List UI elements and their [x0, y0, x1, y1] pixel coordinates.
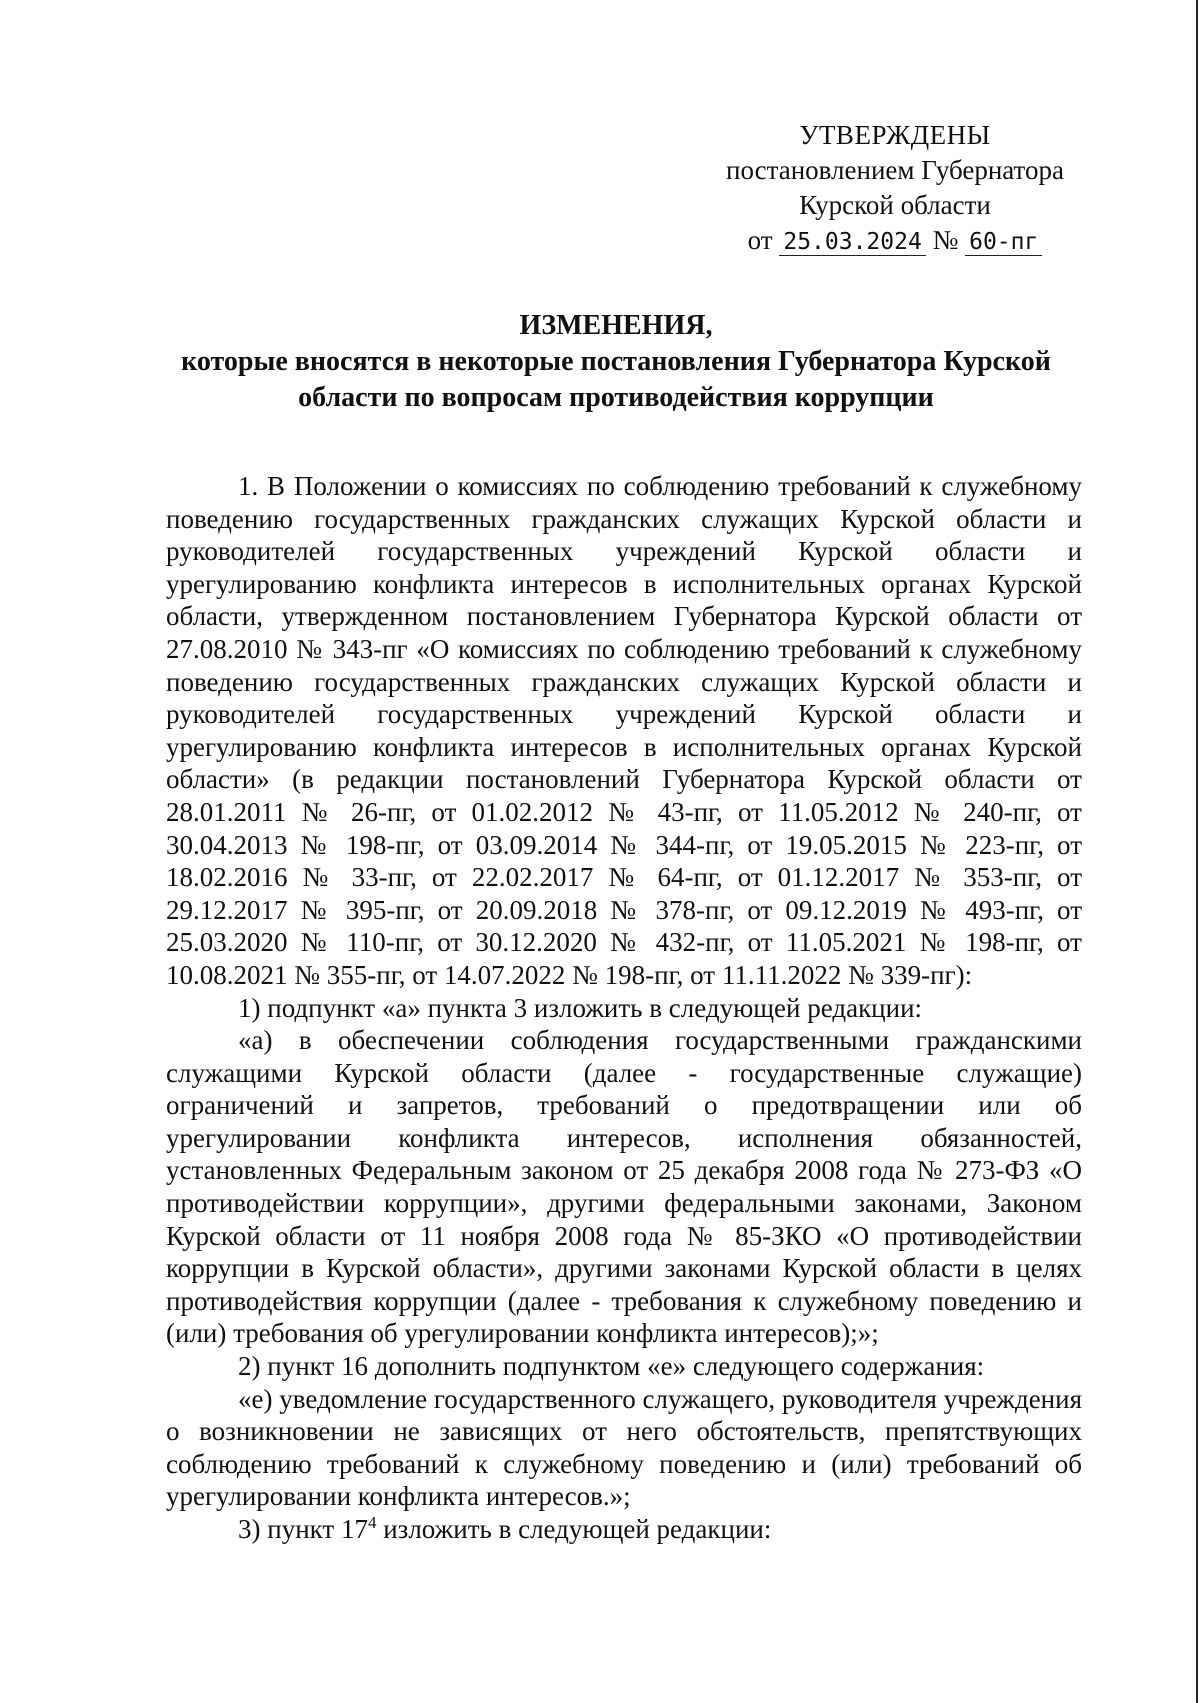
document-title [150, 308, 1082, 416]
document-body [166, 470, 1082, 1546]
paragraph-3: «а) в обеспечении соблюдения государственными гражданскими служащими Курской области (далее - государственные служащие) ограничений и запретов, требований о предотвращении или об урегулировании конфликта интересов, исполнения обязанностей, установленных Федеральным законом от 25 декабря 2008 года № 273-ФЗ «О противодействии коррупции», другими федеральными законами, Законом Курской области от 11 ноября 2008 года № 85-ЗКО «О противодействии коррупции в Курской области», другими законами Курской области в целях противодействия коррупции (далее - требования к служебному поведению и (или) требования об урегулировании конфликта интересов);»; [166, 1025, 1082, 1349]
approval-line-decree: постановлением Губернатора [726, 155, 1064, 185]
title-line-1: которые вносятся в некоторые постановления Губернатора Курской [181, 346, 1051, 377]
title-line-2: области по вопросам противодействия коррупции [298, 382, 934, 413]
decree-date: 25.03.2024 [779, 229, 925, 256]
paragraph-5: «е) уведомление государственного служащего, руководителя учреждения о возникновении не зависящих от него обстоятельств, препятствующих соблюдению требований к служебному поведению и (или) требований об урегулировании конфликта интересов.»; [166, 1383, 1082, 1512]
approval-heading: УТВЕРЖДЕНЫ [799, 120, 991, 150]
scan-edge-line [1196, 0, 1198, 1703]
item-3-prefix: 3) пункт 17 [238, 1514, 368, 1544]
date-prefix: от [747, 225, 773, 255]
item-3-suffix: изложить в следующей редакции: [376, 1514, 772, 1544]
paragraph-1: 1. В Положении о комиссиях по соблюдению требований к служебному поведению государственных гражданских служащих Курской области и руководителей государственных учреждений Курской области и урегулированию конфликта интересов в исполнительных органах Курской области, утвержденном постановлением Губернатора Курской области от 27.08.2010 № 343-пг «О комиссиях по соблюдению требований к служебному поведению государственных гражданских служащих Курской области и руководителей государственных учреждений Курской области и урегулированию конфликта интересов в исполнительных органах Курской области» (в редакции постановлений Губернатора Курской области от 28.01.2011 № 26-пг, от 01.02.2012 № 43-пг, от 11.05.2012 № 240-пг, от 30.04.2013 № 198-пг, от 03.09.2014 № 344-пг, от 19.05.2015 № 223-пг, от 18.02.2016 № 33-пг, от 22.02.2017 № 64-пг, от 01.12.2017 № 353-пг, от 29.12.2017 № 395-пг, от 20.09.2018 № 378-пг, от 09.12.2019 № 493-пг, от 25.03.2020 № 110-пг, от 30.12.2020 № 432-пг, от 11.05.2021 № 198-пг, от 10.08.2021 № 355-пг, от 14.07.2022 № 198-пг, от 11.11.2022 № 339-пг): [166, 471, 1082, 990]
item-3-superscript: 4 [367, 1513, 377, 1532]
paragraph-6 [166, 1513, 1082, 1546]
number-sign: № [932, 225, 959, 255]
paragraph-4: 2) пункт 16 дополнить подпунктом «е» следующего содержания: [238, 1351, 985, 1382]
decree-number: 60-пг [965, 229, 1042, 256]
paragraph-2: 1) подпункт «а» пункта 3 изложить в следующей редакции: [238, 992, 923, 1023]
title-heading: ИЗМЕНЕНИЯ, [519, 310, 713, 341]
approval-date-line [700, 223, 1090, 258]
approval-line-region: Курской области [799, 190, 991, 220]
approval-stamp [700, 118, 1090, 258]
